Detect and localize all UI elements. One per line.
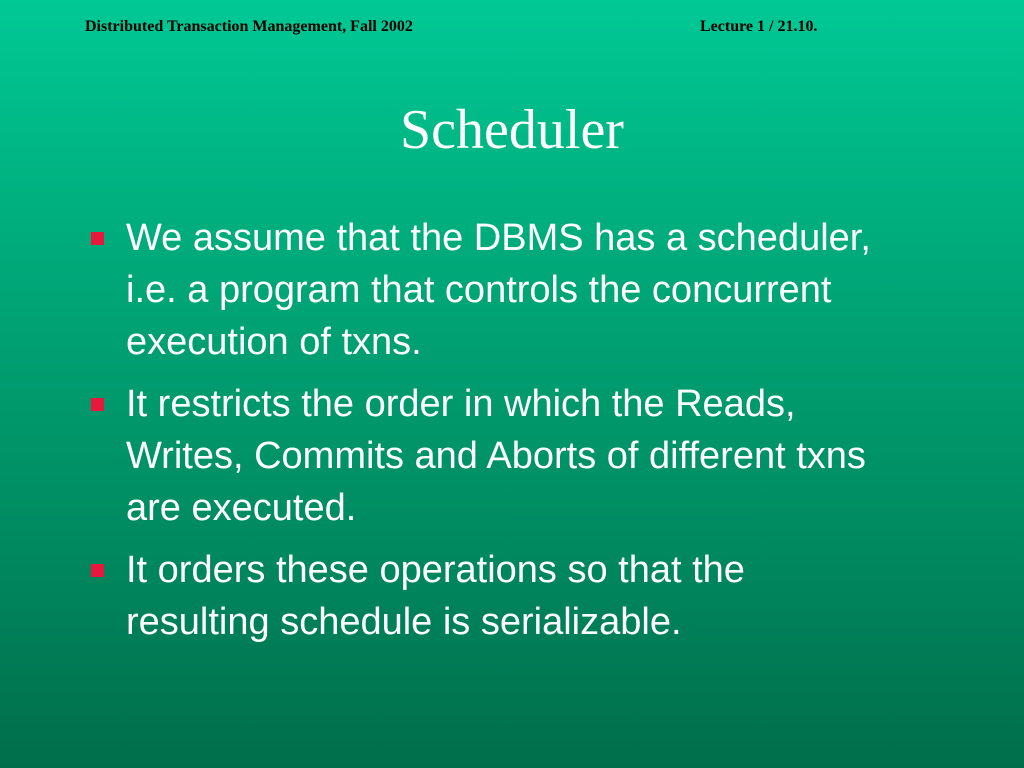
bullet-text: It orders these operations so that the resulting schedule is serializable. (126, 549, 745, 643)
bullet-text: It restricts the order in which the Reads, Writes, Commits and Aborts of different txns are executed. (126, 383, 866, 529)
bullet-list (87, 212, 987, 658)
square-bullet-icon (91, 398, 104, 411)
bullet-text: We assume that the DBMS has a scheduler, i.e. a program that controls the concurrent execution of txns. (126, 217, 871, 363)
bullet-item (87, 544, 987, 648)
lecture-header: Lecture 1 / 21.10. (700, 18, 818, 35)
bullet-item (87, 378, 987, 534)
square-bullet-icon (91, 564, 104, 577)
square-bullet-icon (91, 232, 104, 245)
slide-title: Scheduler (400, 99, 624, 161)
bullet-item (87, 212, 987, 368)
course-header: Distributed Transaction Management, Fall 2002 (85, 18, 413, 35)
